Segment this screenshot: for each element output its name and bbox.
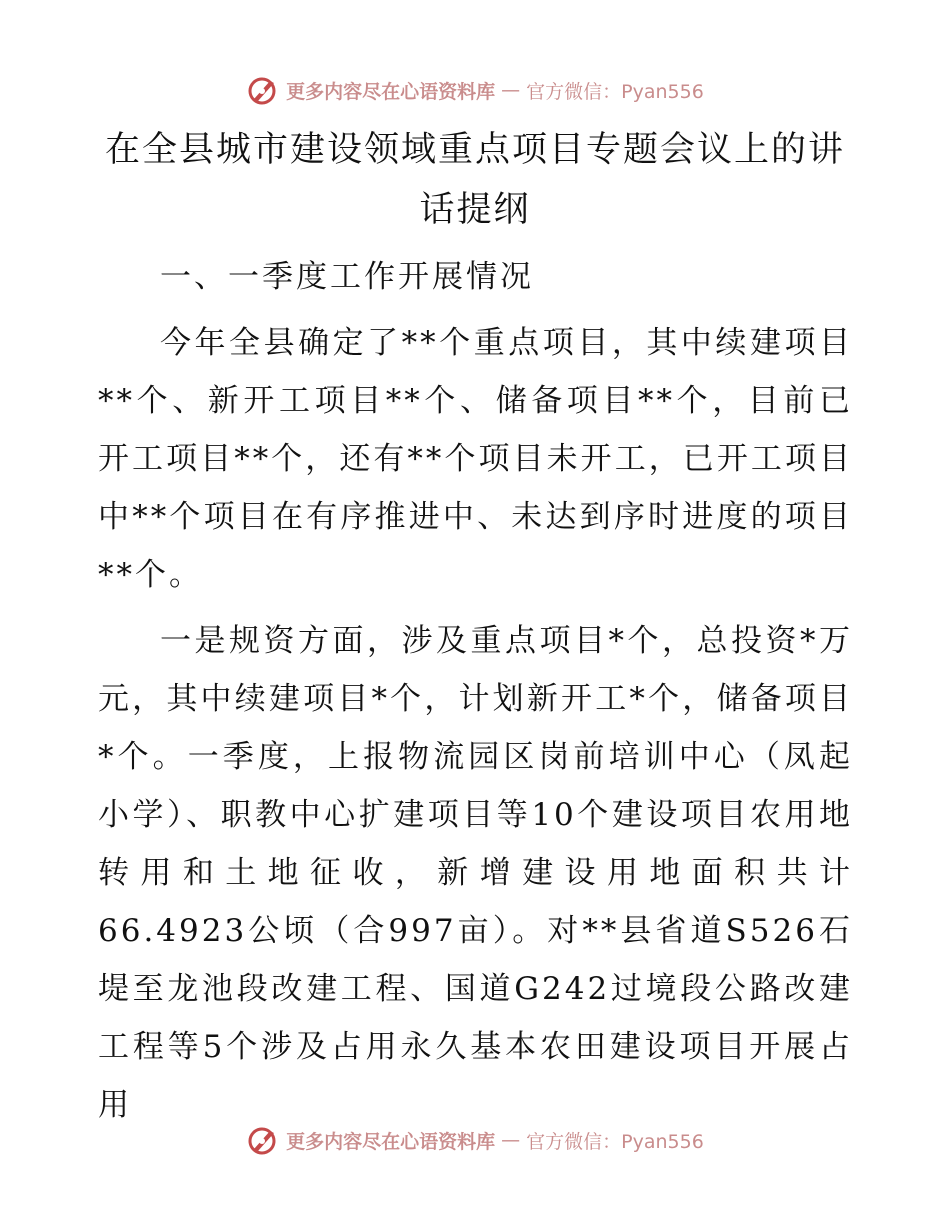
watermark-official-text: 官方微信：Pyan556 (526, 1130, 704, 1153)
document-title: 在全县城市建设领域重点项目专题会议上的讲话提纲 (104, 130, 845, 230)
section-heading: 一、一季度工作开展情况 (160, 259, 534, 295)
pen-logo-icon (246, 1123, 280, 1157)
watermark-separator: — (501, 1129, 521, 1151)
watermark-official-text: 官方微信：Pyan556 (526, 80, 704, 103)
watermark-promo-text: 更多内容尽在心语资料库 (286, 80, 496, 103)
document-body (98, 248, 853, 1134)
watermark-banner-bottom (0, 1120, 950, 1160)
watermark-separator: — (501, 79, 521, 101)
pen-logo-icon (246, 73, 280, 107)
watermark-banner-top (0, 70, 950, 110)
paragraph-2: 一是规资方面，涉及重点项目*个，总投资*万元，其中续建项目*个，计划新开工*个，储备项目*个。一季度，上报物流园区岗前培训中心（凤起小学）、职教中心扩建项目等10个建设项目农用地转用和土地征收，新增建设用地面积共计66.4923公顷（合997亩）。对**县省道S526石堤至龙池段改建工程、国道G242过境段公路改建工程等5个涉及占用永久基本农田建设项目开展占用 (98, 623, 853, 1123)
paragraph-1: 今年全县确定了**个重点项目，其中续建项目**个、新开工项目**个、储备项目**个，目前已开工项目**个，还有**个项目未开工，已开工项目中**个项目在有序推进中、未达到序时进度的项目**个。 (98, 325, 853, 593)
watermark-promo-text: 更多内容尽在心语资料库 (286, 1130, 496, 1153)
